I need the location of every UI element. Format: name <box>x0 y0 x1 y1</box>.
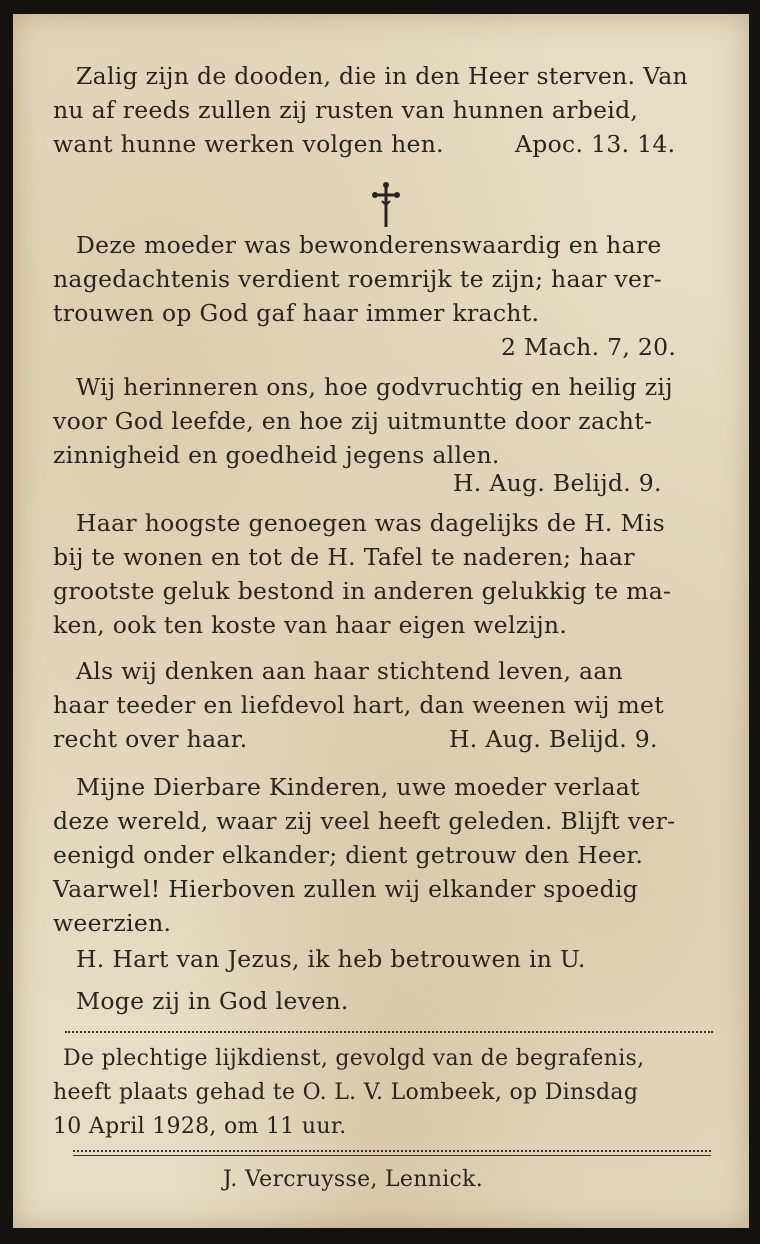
p5-line-3: eenigd onder elkander; dient getrouw den Heer. <box>53 841 644 869</box>
intro-line-3: want hunne werken volgen hen. <box>53 130 444 158</box>
p2-line-3: zinnigheid en goedheid jegens allen. <box>53 441 500 469</box>
p3-line-4: ken, ook ten koste van haar eigen welzijn. <box>53 611 568 639</box>
p4-reference: H. Aug. Belijd. 9. <box>449 725 658 753</box>
bottom-solid-rule <box>73 1155 711 1156</box>
p5-line-4: Vaarwel! Hierboven zullen wij elkander spoedig <box>53 875 639 903</box>
p3-line-1: Haar hoogste genoegen was dagelijks de H. Mis <box>76 509 666 537</box>
bottom-dotted-rule <box>73 1150 711 1152</box>
notice-line-2: heeft plaats gehad te O. L. V. Lombeek, op Dinsdag <box>53 1080 639 1105</box>
p4-line-2: haar teeder en liefdevol hart, dan weenen wij met <box>53 691 665 719</box>
cross-icon <box>371 181 401 229</box>
intro-reference: Apoc. 13. 14. <box>515 130 676 158</box>
p5-line-2: deze wereld, waar zij veel heeft geleden. Blijft ver- <box>53 807 676 835</box>
prayer-line-2: Moge zij in God leven. <box>76 987 349 1015</box>
dotted-separator <box>65 1031 713 1033</box>
intro-line-2: nu af reeds zullen zij rusten van hunnen arbeid, <box>53 96 639 124</box>
p5-line-5: weerzien. <box>53 909 172 937</box>
p2-line-2: voor God leefde, en hoe zij uitmuntte door zacht- <box>53 407 653 435</box>
notice-line-1: De plechtige lijkdienst, gevolgd van de begrafenis, <box>63 1046 645 1071</box>
p1-reference: 2 Mach. 7, 20. <box>501 333 677 361</box>
p1-line-3: trouwen op God gaf haar immer kracht. <box>53 299 540 327</box>
p5-line-1: Mijne Dierbare Kinderen, uwe moeder verlaat <box>76 773 640 801</box>
p3-line-3: grootste geluk bestond in anderen gelukkig te ma- <box>53 577 672 605</box>
p3-line-2: bij te wonen en tot de H. Tafel te naderen; haar <box>53 543 635 571</box>
p2-line-1: Wij herinneren ons, hoe godvruchtig en heilig zij <box>76 373 673 401</box>
notice-line-3: 10 April 1928, om 11 uur. <box>53 1114 347 1139</box>
p1-line-1: Deze moeder was bewonderenswaardig en hare <box>76 231 662 259</box>
p4-line-1: Als wij denken aan haar stichtend leven, aan <box>76 657 624 685</box>
intro-line-1: Zalig zijn de dooden, die in den Heer sterven. Van <box>76 62 688 90</box>
p1-line-2: nagedachtenis verdient roemrijk te zijn; haar ver- <box>53 265 662 293</box>
p2-reference: H. Aug. Belijd. 9. <box>453 469 662 497</box>
prayer-line-1: H. Hart van Jezus, ik heb betrouwen in U. <box>76 945 586 973</box>
memorial-card <box>13 14 749 1228</box>
p4-line-3: recht over haar. <box>53 725 248 753</box>
printer-credit: J. Vercruysse, Lennick. <box>223 1167 484 1192</box>
